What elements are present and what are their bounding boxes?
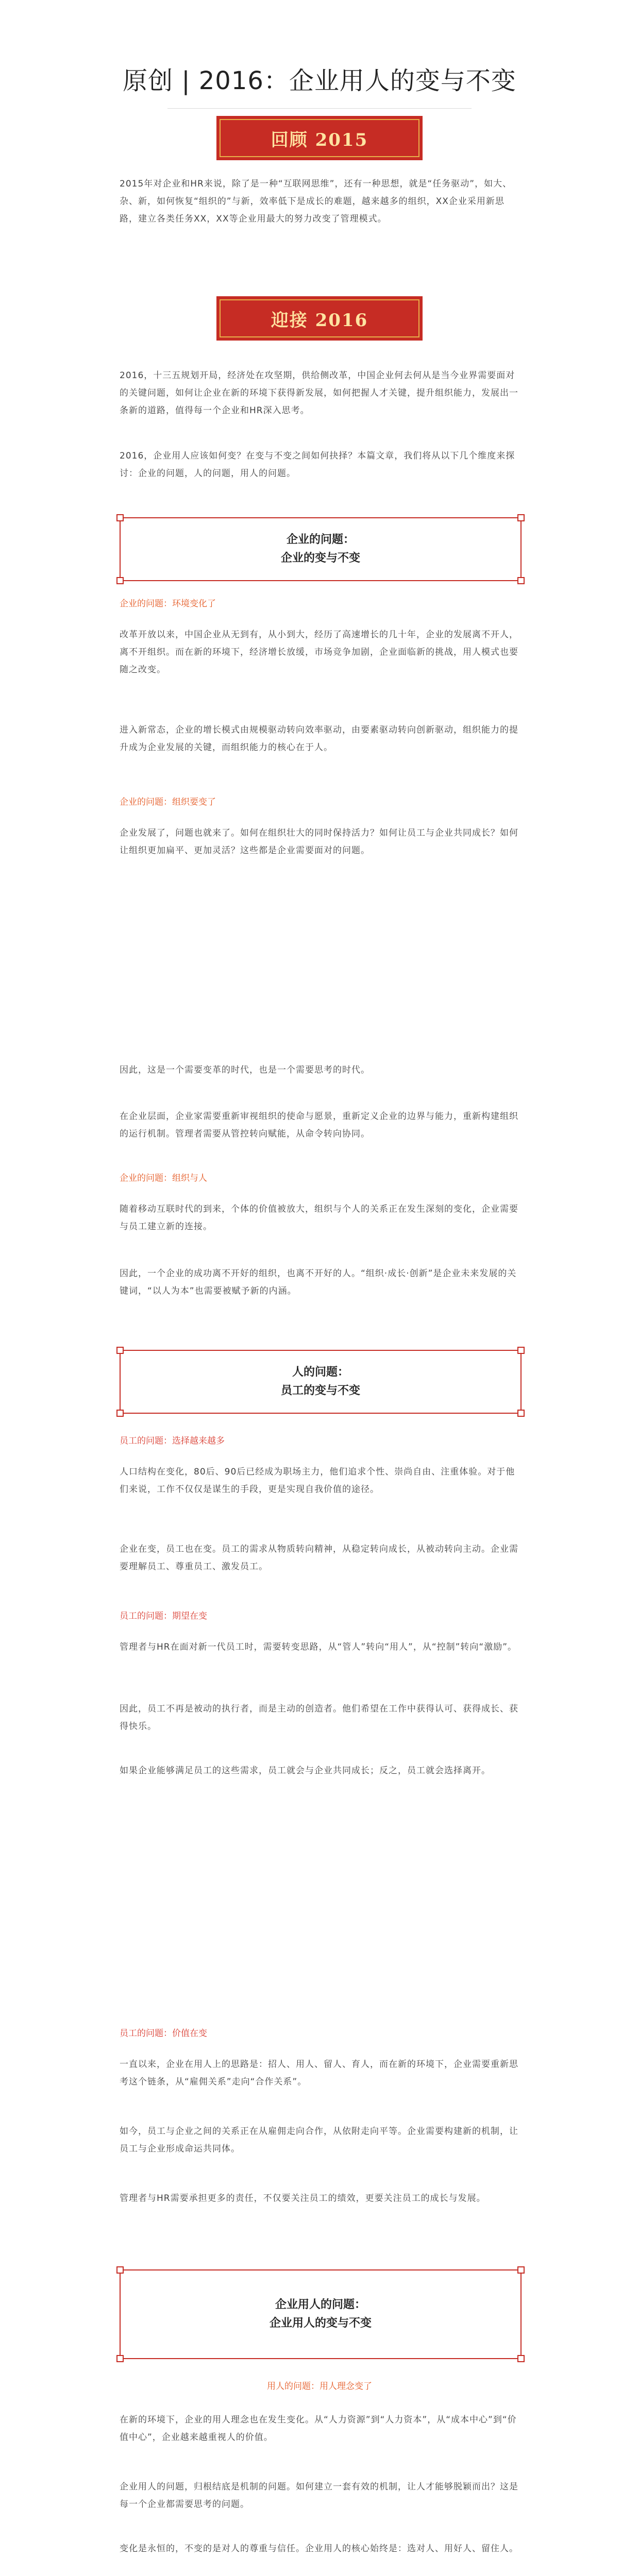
paragraph-5: 企业发展了，问题也就来了。如何在组织壮大的同时保持活力？如何让员工与企业共同成长？如何让组织更加扁平、更加灵活？这些都是企业需要面对的问题。 (120, 828, 518, 856)
title-divider (167, 108, 472, 109)
subhead-expectations: 员工的问题：期望在变 (120, 1611, 207, 1621)
paragraph-18: 在新的环境下，企业的用人理念也在发生变化。从“人力资源”到“人力资本”，从“成本中心”到“价值中心”，企业越来越重视人的价值。 (120, 2415, 517, 2443)
paragraph-2015: 2015年对企业和HR来说，除了是一种“互联网思维”，还有一种思想，就是“任务驱动”，如大、杂、新，如何恢复“组织的”与新，效率低下是成长的难题，越来越多的组织，XX企业采用新思路，建立各类任务XX，XX等企业用最大的努力改变了管理模式。 (120, 179, 512, 224)
paragraph-20: 变化是永恒的，不变的是对人的尊重与信任。企业用人的核心始终是：选对人、用好人、留住人。 (120, 2544, 518, 2554)
paragraph-7: 在企业层面，企业家需要重新审视组织的使命与愿景，重新定义企业的边界与能力，重新构建组织的运行机制。管理者需要从管控转向赋能，从命令转向协同。 (120, 1111, 518, 1139)
paragraph-2016-b: 2016，企业用人应该如何变？在变与不变之间如何抉择？本篇文章，我们将从以下几个维度来探讨：企业的问题，人的问题，用人的问题。 (120, 451, 515, 479)
subhead-philosophy: 用人的问题：用人理念变了 (267, 2381, 372, 2392)
paragraph-12: 管理者与HR在面对新一代员工时，需要转变思路，从“管人”转向“用人”，从“控制”转向“激励”。 (120, 1642, 517, 1652)
quote-box-people (120, 1350, 522, 1414)
paragraph-9: 因此，一个企业的成功离不开好的组织，也离不开好的人。“组织·成长·创新”是企业未来发展的关键词，“以人为本”也需要被赋予新的内涵。 (120, 1268, 517, 1296)
quote-box-employment (120, 2269, 522, 2359)
quote-box-enterprise (120, 517, 522, 581)
paragraph-2016-a: 2016，十三五规划开局，经济处在攻坚期，供给侧改革，中国企业何去何从是当今业界需要面对的关键问题，如何让企业在新的环境下获得新发展，如何把握人才关键，提升组织能力，发展出一条新的道路，值得每一个企业和HR深入思考。 (120, 370, 518, 416)
banner-2015-text: 回顾 2015 (271, 129, 368, 150)
paragraph-4: 进入新常态，企业的增长模式由规模驱动转向效率驱动，由要素驱动转向创新驱动，组织能力的提升成为企业发展的关键，而组织能力的核心在于人。 (120, 725, 518, 753)
quote-employment: 企业用人的问题： 企业用人的变与不变 (269, 2298, 372, 2330)
paragraph-14: 如果企业能够满足员工的这些需求，员工就会与企业共同成长；反之，员工就会选择离开。 (120, 1766, 491, 1776)
banner-2016-text: 迎接 2016 (271, 310, 368, 331)
subhead-organization: 企业的问题：组织要变了 (120, 797, 216, 807)
paragraph-13: 因此，员工不再是被动的执行者，而是主动的创造者。他们希望在工作中获得认可、获得成长、获得快乐。 (120, 1704, 518, 1732)
paragraph-16: 如今，员工与企业之间的关系正在从雇佣走向合作，从依附走向平等。企业需要构建新的机制，让员工与企业形成命运共同体。 (120, 2126, 518, 2154)
paragraph-8: 随着移动互联时代的到来，个体的价值被放大，组织与个人的关系正在发生深刻的变化，企业需要与员工建立新的连接。 (120, 1204, 518, 1232)
paragraph-6: 因此，这是一个需要变革的时代，也是一个需要思考的时代。 (120, 1065, 370, 1075)
subhead-value: 员工的问题：价值在变 (120, 2028, 207, 2039)
subhead-choices: 员工的问题：选择越来越多 (120, 1436, 225, 1446)
article-title: 原创 | 2016：企业用人的变与不变 (123, 66, 516, 95)
paragraph-11: 企业在变，员工也在变。员工的需求从物质转向精神，从稳定转向成长，从被动转向主动。企业需要理解员工、尊重员工、激发员工。 (120, 1544, 518, 1572)
paragraph-15: 一直以来，企业在用人上的思路是：招人、用人、留人、育人，而在新的环境下，企业需要重新思考这个链条，从“雇佣关系”走向“合作关系”。 (120, 2059, 518, 2087)
paragraph-3: 改革开放以来，中国企业从无到有，从小到大，经历了高速增长的几十年，企业的发展离不开人，离不开组织。而在新的环境下，经济增长放缓，市场竞争加剧，企业面临新的挑战，用人模式也要随之改变。 (120, 630, 518, 675)
quote-people: 人的问题： 员工的变与不变 (280, 1366, 360, 1397)
subhead-environment: 企业的问题：环境变化了 (120, 599, 216, 609)
paragraph-19: 企业用人的问题，归根结底是机制的问题。如何建立一套有效的机制，让人才能够脱颖而出？这是每一个企业都需要思考的问题。 (120, 2482, 518, 2510)
paragraph-10: 人口结构在变化，80后、90后已经成为职场主力，他们追求个性、崇尚自由、注重体验。对于他们来说，工作不仅仅是谋生的手段，更是实现自我价值的途径。 (120, 1467, 515, 1495)
quote-enterprise: 企业的问题： 企业的变与不变 (280, 533, 360, 565)
banner-2015 (216, 116, 423, 160)
paragraph-17: 管理者与HR需要承担更多的责任，不仅要关注员工的绩效，更要关注员工的成长与发展。 (120, 2193, 486, 2204)
banner-2016 (216, 296, 423, 341)
subhead-org-people: 企业的问题：组织与人 (120, 1173, 207, 1183)
